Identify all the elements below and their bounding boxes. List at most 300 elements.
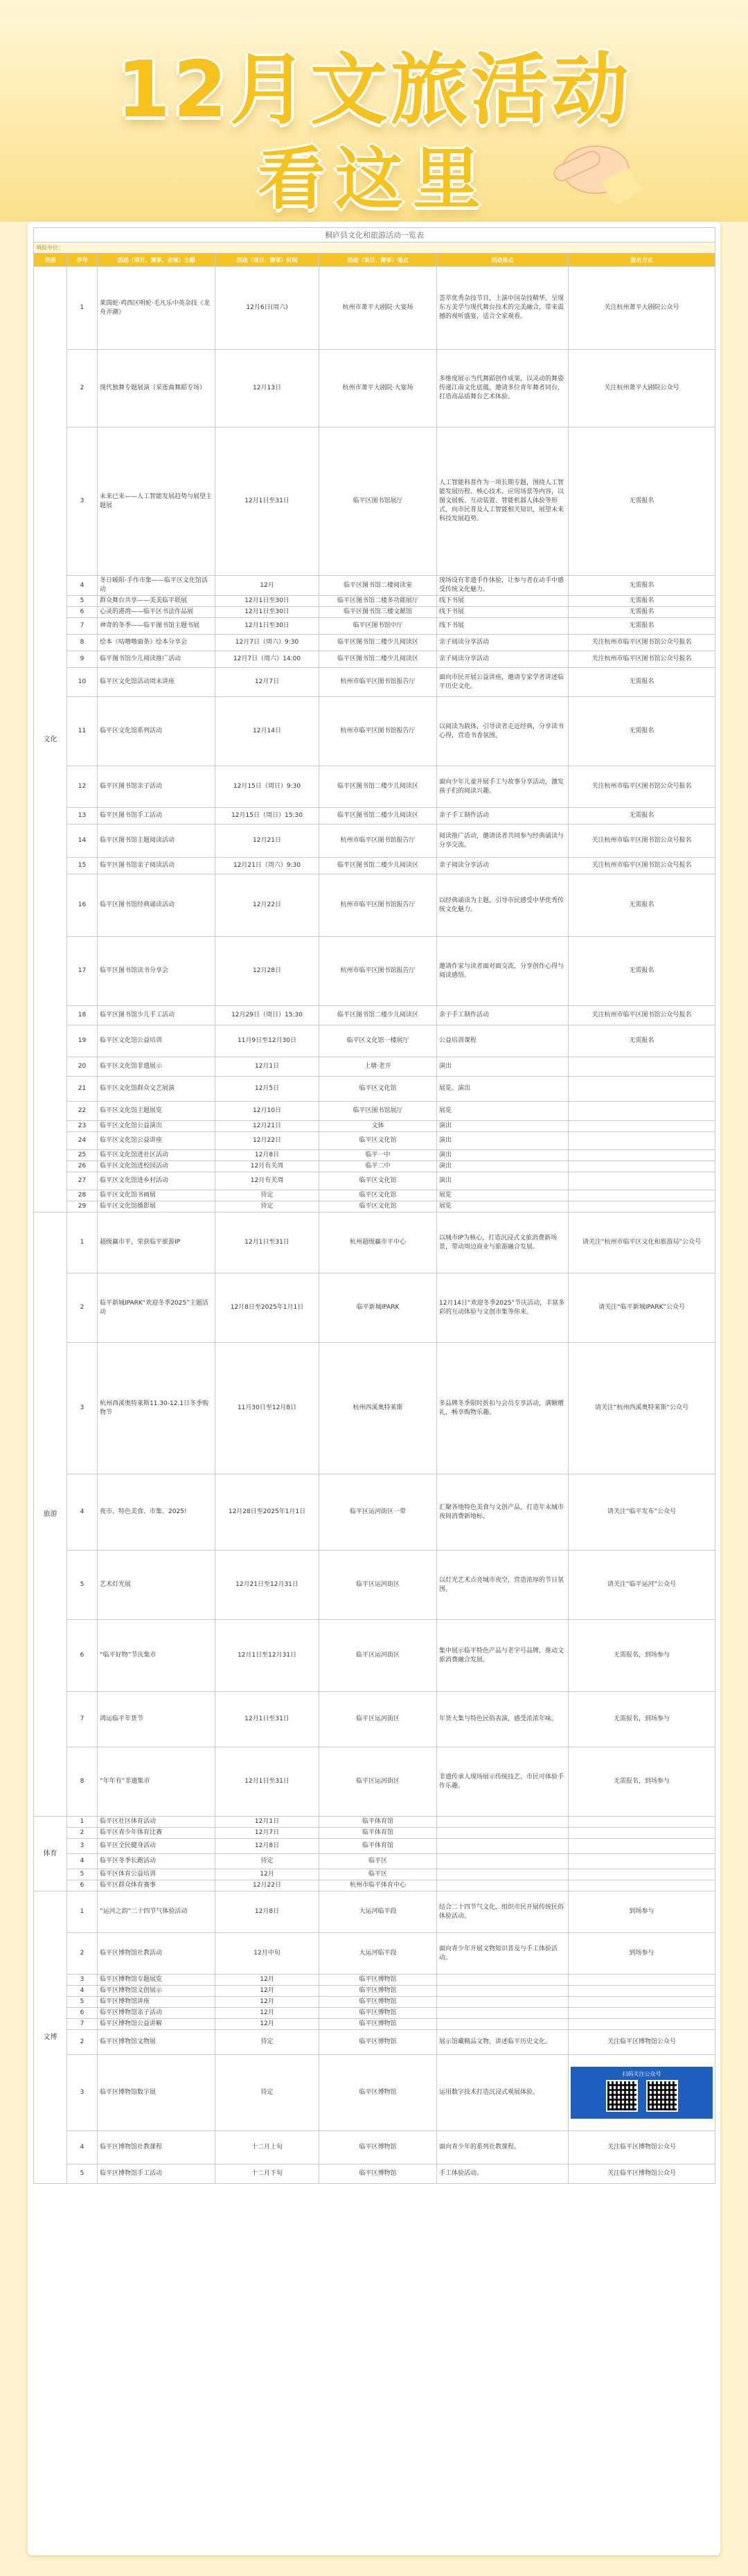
activity-highlight: 线下书展 — [437, 618, 569, 635]
activity-time: 12月 — [215, 1869, 319, 1880]
signup-method — [569, 1150, 715, 1161]
signup-method — [569, 1172, 715, 1190]
activity-place: 临平区博物馆 — [319, 2055, 437, 2131]
table-row — [34, 1692, 715, 1747]
activity-time: 12月29日（周日）15:30 — [215, 1006, 319, 1025]
activity-highlight: 展览、演出 — [437, 1077, 569, 1102]
activity-theme: 超级赢市平，荣获临平旅游IP — [98, 1212, 215, 1273]
activity-highlight: 演出 — [437, 1150, 569, 1161]
activity-place: 临平区博物馆 — [319, 2131, 437, 2164]
signup-method: 关注临平区博物馆公众号 — [569, 2030, 715, 2055]
signup-method: 无需报名，到场参与 — [569, 1692, 715, 1747]
signup-method — [569, 1057, 715, 1077]
activity-time: 12月15日（周日）9:30 — [215, 766, 319, 808]
signup-method: 无需报名 — [569, 607, 715, 618]
signup-method: 到场参与 — [569, 1933, 715, 1975]
activity-table-card — [28, 222, 720, 2555]
activity-highlight: 展示馆藏精品文物，讲述临平历史文化。 — [437, 2030, 569, 2055]
activity-time: 12月10日 — [215, 1102, 319, 1121]
row-number: 12 — [67, 766, 98, 808]
signup-method: 关注杭州萧平大剧院公众号 — [569, 267, 715, 350]
table-row — [34, 1077, 715, 1102]
activity-highlight: 手工体验活动。 — [437, 2164, 569, 2184]
signup-method — [569, 1997, 715, 2008]
table-row — [34, 1933, 715, 1975]
activity-theme: 临平区文化馆公益讲座 — [98, 1132, 215, 1150]
activity-place: 临平区图书馆二楼少儿阅读区 — [319, 635, 437, 651]
signup-method: 无需报名 — [569, 427, 715, 576]
table-row — [34, 1057, 715, 1077]
qr-code-icon[interactable] — [646, 2080, 678, 2112]
signup-method: 无需报名 — [569, 697, 715, 766]
activity-highlight: 结合二十四节气文化，组织市民开展传统民俗体验活动。 — [437, 1891, 569, 1933]
table-row — [34, 1150, 715, 1161]
category-cell: 旅游 — [34, 1212, 67, 1817]
banner-title: 12月文旅活动 — [116, 45, 632, 135]
activity-place: 临平一中 — [319, 1150, 437, 1161]
activity-place: 临平区 — [319, 1869, 437, 1880]
table-row — [34, 874, 715, 937]
activity-theme: 鸿运临平年货节 — [98, 1692, 215, 1747]
table-row — [34, 1997, 715, 2008]
table-row — [34, 267, 715, 350]
signup-method: 关注杭州市临平区图书馆公众号报名 — [569, 651, 715, 668]
row-number: 4 — [67, 1986, 98, 1997]
activity-highlight — [437, 2008, 569, 2019]
activity-place: 杭州市萧平大剧院·大宴场 — [319, 267, 437, 350]
activity-time: 12月21日 — [215, 824, 319, 858]
activity-time: 12月28日 — [215, 937, 319, 1006]
activity-theme: 杭州西溪奥特莱斯11.30-12.1日冬季购物节 — [98, 1343, 215, 1474]
row-number: 25 — [67, 1150, 98, 1161]
activity-theme: 临平区图书馆亲子阅读活动 — [98, 858, 215, 874]
table-row — [34, 1190, 715, 1201]
column-header: 活动（项目、赛事、会展）主题 — [98, 254, 215, 267]
signup-method — [569, 1121, 715, 1132]
activity-highlight: 荟萃优秀杂技节目，上演中国杂技精华，呈现东方美学与现代舞台技术的完美融合，带来震撼的视听盛宴，适合全家观看。 — [437, 267, 569, 350]
table-row — [34, 1891, 715, 1933]
activity-time: 12月8日 — [215, 1839, 319, 1854]
activity-highlight: 运用数字技术打造沉浸式观展体验。 — [437, 2055, 569, 2131]
activity-place: 临平体育馆 — [319, 1817, 437, 1828]
activity-time: 12月1日至30日 — [215, 607, 319, 618]
activity-theme: 群众舞台共享——美美临平联展 — [98, 596, 215, 607]
signup-method: 关注杭州市临平区图书馆公众号报名 — [569, 635, 715, 651]
activity-place: 大运河临平段 — [319, 1891, 437, 1933]
activity-theme: 临平区博物馆数字展 — [98, 2055, 215, 2131]
signup-method — [569, 1161, 715, 1172]
activity-time: 十二月下旬 — [215, 2164, 319, 2184]
column-header: 序号 — [67, 254, 98, 267]
activity-highlight: 面向青少年的系列社教课程。 — [437, 2131, 569, 2164]
activity-highlight — [437, 1975, 569, 1986]
row-number: 10 — [67, 668, 98, 697]
row-number: 7 — [67, 1692, 98, 1747]
activity-highlight: 演出 — [437, 1057, 569, 1077]
activity-theme: 现代独舞专题展演（采莲曲舞蹈专场） — [98, 350, 215, 427]
table-row — [34, 1474, 715, 1551]
row-number: 6 — [67, 1620, 98, 1692]
activity-theme: 夜市、特色美食、市集、2025! — [98, 1474, 215, 1551]
activity-place: 杭州西溪奥特莱斯 — [319, 1343, 437, 1474]
activity-theme: 临平区博物馆文物展 — [98, 2030, 215, 2055]
activity-time: 12月21日（周六）9:30 — [215, 858, 319, 874]
row-number: 29 — [67, 1201, 98, 1212]
activity-place: 杭州市临平区图书馆报告厅 — [319, 874, 437, 937]
table-row — [34, 1975, 715, 1986]
activity-time: 12月21日至12月31日 — [215, 1551, 319, 1620]
activity-place: 临平体育馆 — [319, 1828, 437, 1839]
signup-method: 请关注“临平运河”公众号 — [569, 1551, 715, 1620]
activity-theme: 临平区博物馆讲座 — [98, 1997, 215, 2008]
activity-theme: 临平区社区体育活动 — [98, 1817, 215, 1828]
activity-highlight — [437, 1854, 569, 1869]
activity-theme: 未来已来——人工智能发展趋势与展望主题展 — [98, 427, 215, 576]
activity-time: 12月1日 — [215, 1817, 319, 1828]
row-number: 5 — [67, 596, 98, 607]
activity-theme: 临平区图书馆手工活动 — [98, 808, 215, 824]
activity-time: 12月1日 — [215, 1057, 319, 1077]
activity-time: 12月7日（周六）9:30 — [215, 635, 319, 651]
row-number: 6 — [67, 2008, 98, 2019]
activity-time: 12月8日 — [215, 1891, 319, 1933]
activity-highlight — [437, 1997, 569, 2008]
row-number: 6 — [67, 607, 98, 618]
table-row — [34, 1828, 715, 1839]
table-row — [34, 1273, 715, 1343]
row-number: 1 — [67, 1817, 98, 1828]
activity-place: 临平区运河街区 — [319, 1692, 437, 1747]
header-banner — [0, 0, 748, 222]
activity-theme: 临平区文化馆公益培训 — [98, 1025, 215, 1057]
signup-method — [569, 1132, 715, 1150]
activity-theme: 临平区群众体育赛事 — [98, 1880, 215, 1891]
row-number: 9 — [67, 651, 98, 668]
row-number: 4 — [67, 576, 98, 596]
activity-highlight: 以经典诵读为主题，引导市民感受中华优秀传统文化魅力。 — [437, 874, 569, 937]
signup-method — [569, 2019, 715, 2030]
row-number: 8 — [67, 635, 98, 651]
banner-subtitle: 看这里 — [257, 140, 490, 219]
row-number: 5 — [67, 1551, 98, 1620]
row-number: 26 — [67, 1161, 98, 1172]
activity-highlight: 阅读推广活动，邀请读者共同参与经典诵读与分享交流。 — [437, 824, 569, 858]
activity-theme: 临平区博物馆专题展览 — [98, 1975, 215, 1986]
row-number: 14 — [67, 824, 98, 858]
activity-theme: 临平区青少年体育比赛 — [98, 1828, 215, 1839]
signup-method: 无需报名 — [569, 618, 715, 635]
table-row — [34, 1025, 715, 1057]
table-row — [34, 576, 715, 596]
table-row — [34, 635, 715, 651]
signup-method — [569, 1975, 715, 1986]
activity-time: 12月8日至2025年1月1日 — [215, 1273, 319, 1343]
table-row — [34, 808, 715, 824]
activity-theme: 临平区图书馆主题阅读活动 — [98, 824, 215, 858]
table-row — [34, 697, 715, 766]
activity-theme: 临平区博物馆手工活动 — [98, 2164, 215, 2184]
activity-highlight: 现场设有非遗手作体验，让参与者在动手中感受传统文化魅力。 — [437, 576, 569, 596]
table-row — [34, 1620, 715, 1692]
table-row — [34, 1551, 715, 1620]
activity-time: 12月22日 — [215, 874, 319, 937]
activity-highlight — [437, 1839, 569, 1854]
activity-place: 临平区博物馆 — [319, 2164, 437, 2184]
table-row — [34, 1132, 715, 1150]
signup-method: 关注临平区博物馆公众号 — [569, 2164, 715, 2184]
activity-time: 待定 — [215, 2030, 319, 2055]
signup-method: 无需报名 — [569, 576, 715, 596]
activity-place: 杭州超级赢市平中心 — [319, 1212, 437, 1273]
activity-highlight — [437, 1869, 569, 1880]
activity-highlight: 人工智能科普作为一项长期专题，围绕人工智能发展历程、核心技术、应用场景等内容，以图文展板、互动装置、智能机器人体验等形式，向市民普及人工智能相关知识，展望未来科技发展趋势。 — [437, 427, 569, 576]
signup-method: 无需报名 — [569, 874, 715, 937]
table-row — [34, 1869, 715, 1880]
activity-theme: 神奇的冬季——临平图书馆主题书展 — [98, 618, 215, 635]
row-number: 3 — [67, 2055, 98, 2131]
activity-theme: 临平区冬季长跑活动 — [98, 1854, 215, 1869]
signup-method — [569, 1817, 715, 1828]
activity-theme: 临平区体育公益培训 — [98, 1869, 215, 1880]
activity-time: 11月30日至12月8日 — [215, 1343, 319, 1474]
signup-method — [569, 1201, 715, 1212]
activity-place: 杭州市萧平大剧院·大宴场 — [319, 350, 437, 427]
row-number: 3 — [67, 427, 98, 576]
table-row — [34, 1817, 715, 1828]
qr-code-icon[interactable] — [606, 2080, 638, 2112]
activity-theme: 莱茵蛇·鸡西区明轮·毛凡乐中英杂技《龙舟弄潮》 — [98, 267, 215, 350]
column-header: 活动（项目、赛事）地点 — [319, 254, 437, 267]
activity-place: 上塘·老开 — [319, 1057, 437, 1077]
table-row — [34, 1102, 715, 1121]
row-number: 4 — [67, 1474, 98, 1551]
activity-theme: 临平区图书馆少儿手工活动 — [98, 1006, 215, 1025]
activity-place: 临平区图书馆中厅 — [319, 618, 437, 635]
activity-place: 临平区运河街区 — [319, 1747, 437, 1817]
activity-place: 临平区博物馆 — [319, 2030, 437, 2055]
activity-highlight: 以灯光艺术点亮城市夜空，营造浓厚的节日氛围。 — [437, 1551, 569, 1620]
activity-time: 12月1日至12月31日 — [215, 1620, 319, 1692]
table-row — [34, 1986, 715, 1997]
activity-highlight: 以城市IP为核心，打造沉浸式文旅消费新场景，带动周边商业与旅游融合发展。 — [437, 1212, 569, 1273]
activity-highlight: 展览 — [437, 1190, 569, 1201]
activity-time: 12月6日(周六) — [215, 267, 319, 350]
activity-theme: 临平新城IPARK“欢迎冬季2025”主题活动 — [98, 1273, 215, 1343]
activity-highlight: 非遗传承人现场展示传统技艺，市民可体验手作乐趣。 — [437, 1747, 569, 1817]
activity-place: 杭州市临平区图书馆报告厅 — [319, 937, 437, 1006]
activity-time: 12月7日（周六）14:00 — [215, 651, 319, 668]
row-number: 13 — [67, 808, 98, 824]
activity-time: 待定 — [215, 1201, 319, 1212]
activity-highlight: 多品牌冬季限时折扣与会员专享活动，满额赠礼，畅享购物乐趣。 — [437, 1343, 569, 1474]
row-number: 2 — [67, 350, 98, 427]
signup-method: 关注杭州市临平区图书馆公众号报名 — [569, 824, 715, 858]
signup-method — [569, 1839, 715, 1854]
activity-theme: 临平区文化馆系列活动 — [98, 697, 215, 766]
row-number: 28 — [67, 1190, 98, 1201]
row-number: 2 — [67, 1933, 98, 1975]
activity-place: 临平区运河街区 — [319, 1620, 437, 1692]
activity-theme: 临平区博物馆亲子活动 — [98, 2008, 215, 2019]
activity-highlight: 年货大集与特色民俗表演，感受浓浓年味。 — [437, 1692, 569, 1747]
activity-theme: 临平区博物馆文创展示 — [98, 1986, 215, 1997]
activity-theme: 临平区图书馆亲子活动 — [98, 766, 215, 808]
table-row — [34, 1212, 715, 1273]
signup-method — [569, 1828, 715, 1839]
table-row — [34, 1172, 715, 1190]
activity-place: 临平区图书馆二楼多功能展厅 — [319, 596, 437, 607]
table-row — [34, 651, 715, 668]
table-row — [34, 937, 715, 1006]
table-row — [34, 1121, 715, 1132]
activity-place: 临平区博物馆 — [319, 1986, 437, 1997]
signup-method: 无需报名 — [569, 937, 715, 1006]
activity-place: 临平区图书馆三楼文献馆 — [319, 607, 437, 618]
qr-code-panel[interactable] — [571, 2067, 713, 2119]
activity-theme: 临平图书馆少儿阅读推广活动 — [98, 651, 215, 668]
table-row — [34, 427, 715, 576]
activity-theme: 临平区文化馆活动周末讲座 — [98, 668, 215, 697]
signup-method — [569, 1077, 715, 1102]
activity-time: 12月1日至30日 — [215, 618, 319, 635]
activity-place: 杭州市临平体育中心 — [319, 1880, 437, 1891]
activity-theme: “运河之韵”二十四节气体验活动 — [98, 1891, 215, 1933]
activity-time: 12月22日 — [215, 1132, 319, 1150]
signup-method — [569, 1869, 715, 1880]
table-subheader: 填报单位： — [34, 242, 715, 254]
table-row — [34, 2008, 715, 2019]
signup-method: 无需报名，到场参与 — [569, 1747, 715, 1817]
activity-theme: 临平区博物馆公益讲解 — [98, 2019, 215, 2030]
table-row — [34, 1201, 715, 1212]
activity-theme: 临平区文化馆非遗展示 — [98, 1057, 215, 1077]
activity-place: 临平区运河街区 — [319, 1551, 437, 1620]
signup-method — [569, 1190, 715, 1201]
row-number: 2 — [67, 1273, 98, 1343]
activity-place: 临平区文化馆 — [319, 1201, 437, 1212]
activity-place: 临平区博物馆 — [319, 2008, 437, 2019]
table-row — [34, 2030, 715, 2055]
category-cell: 体育 — [34, 1817, 67, 1891]
activity-time: 12月有关周 — [215, 1161, 319, 1172]
pointing-hand-icon — [540, 104, 644, 208]
signup-method — [569, 1986, 715, 1997]
activity-highlight — [437, 1986, 569, 1997]
activity-highlight: 亲子阅读分享活动 — [437, 635, 569, 651]
activity-place: 临平区图书馆二楼少儿阅读区 — [319, 1006, 437, 1025]
row-number: 16 — [67, 874, 98, 937]
activity-time: 12月 — [215, 2019, 319, 2030]
activity-place: 临平二中 — [319, 1161, 437, 1172]
activity-theme: 冬日暖阳·手作市集——临平区文化馆活动 — [98, 576, 215, 596]
table-row — [34, 1006, 715, 1025]
row-number: 19 — [67, 1025, 98, 1057]
activity-theme: 临平区文化馆书画展 — [98, 1190, 215, 1201]
activity-place: 临平区运河街区一带 — [319, 1474, 437, 1551]
row-number: 7 — [67, 2019, 98, 2030]
qr-caption: 扫码关注公众号 — [622, 2071, 661, 2077]
activity-time: 12月1日至30日 — [215, 596, 319, 607]
row-number: 22 — [67, 1102, 98, 1121]
activity-highlight: 多维度展示当代舞蹈创作成果，以灵动的舞姿传递江南文化底蕴，邀请多位青年舞者同台，打造高品质舞台艺术体验。 — [437, 350, 569, 427]
activity-place: 临平区博物馆 — [319, 1975, 437, 1986]
activity-place: 临平体育馆 — [319, 1839, 437, 1854]
signup-method: 关注杭州市临平区图书馆公众号报名 — [569, 858, 715, 874]
signup-method — [569, 2055, 715, 2131]
table-row — [34, 596, 715, 607]
activity-theme: 临平区文化馆进校园活动 — [98, 1161, 215, 1172]
signup-method — [569, 1880, 715, 1891]
activity-time: 12月7日 — [215, 1828, 319, 1839]
activity-theme: 绘本《咕噜噜面条》绘本分享会 — [98, 635, 215, 651]
row-number: 2 — [67, 1828, 98, 1839]
activity-highlight: 亲子阅读分享活动 — [437, 858, 569, 874]
activity-highlight: 12月14日“欢迎冬季2025”节庆活动，丰富多彩的互动体验与文创市集等你来。 — [437, 1273, 569, 1343]
activity-theme: 临平区全民健身活动 — [98, 1839, 215, 1854]
row-number: 27 — [67, 1172, 98, 1190]
activity-time: 12月28日至2025年1月1日 — [215, 1474, 319, 1551]
table-row — [34, 824, 715, 858]
row-number: 17 — [67, 937, 98, 1006]
signup-method: 无需报名 — [569, 668, 715, 697]
table-row — [34, 1880, 715, 1891]
activity-highlight: 演出 — [437, 1132, 569, 1150]
activity-theme: “年年有”非遗集市 — [98, 1747, 215, 1817]
activity-theme: 临平区博物馆社教活动 — [98, 1933, 215, 1975]
activity-theme: 艺术灯光展 — [98, 1551, 215, 1620]
activity-highlight: 亲子阅读分享活动 — [437, 651, 569, 668]
activity-time: 11月9日至12月30日 — [215, 1025, 319, 1057]
activity-place: 临平区博物馆 — [319, 1997, 437, 2008]
signup-method: 无需报名 — [569, 596, 715, 607]
row-number: 5 — [67, 2164, 98, 2184]
activity-time: 12月 — [215, 1975, 319, 1986]
signup-method — [569, 2008, 715, 2019]
row-number: 8 — [67, 1747, 98, 1817]
signup-method: 请关注“杭州市临平区文化和旅游局”公众号 — [569, 1212, 715, 1273]
signup-method: 关注临平区博物馆公众号 — [569, 2131, 715, 2164]
activity-highlight: 汇聚各地特色美食与文创产品，打造年末城市夜间消费新地标。 — [437, 1474, 569, 1551]
signup-method — [569, 1102, 715, 1121]
activity-theme: 临平区文化馆群众文艺展演 — [98, 1077, 215, 1102]
table-row — [34, 618, 715, 635]
category-cell: 文博 — [34, 1891, 67, 2184]
table-row — [34, 766, 715, 808]
table-row — [34, 1747, 715, 1817]
activity-place: 文体 — [319, 1121, 437, 1132]
activity-place: 临平区文化馆 — [319, 1172, 437, 1190]
activity-highlight — [437, 2019, 569, 2030]
row-number: 5 — [67, 1997, 98, 2008]
activity-place: 临平区图书馆二楼阅读室 — [319, 576, 437, 596]
signup-method: 请关注“临平新城IPARK”公众号 — [569, 1273, 715, 1343]
activity-place: 临平区文化馆 — [319, 1077, 437, 1102]
signup-method: 无需报名 — [569, 808, 715, 824]
activity-highlight: 面向市民开展公益讲座，邀请专家学者讲述临平历史文化。 — [437, 668, 569, 697]
activity-time: 12月15日（周日）15:30 — [215, 808, 319, 824]
activity-place: 临平区文化馆一楼展厅 — [319, 1025, 437, 1057]
activity-place: 临平区图书馆二楼少儿阅读区 — [319, 858, 437, 874]
activity-highlight: 亲子手工制作活动 — [437, 808, 569, 824]
table-row — [34, 350, 715, 427]
activity-time: 12月 — [215, 1997, 319, 2008]
activity-time: 12月1日至31日 — [215, 1692, 319, 1747]
activity-place: 临平区图书馆二楼少儿阅读区 — [319, 808, 437, 824]
row-number: 21 — [67, 1077, 98, 1102]
activity-highlight: 公益培训课程 — [437, 1025, 569, 1057]
activity-place: 杭州市临平区图书馆报告厅 — [319, 697, 437, 766]
activity-highlight: 线下书展 — [437, 607, 569, 618]
